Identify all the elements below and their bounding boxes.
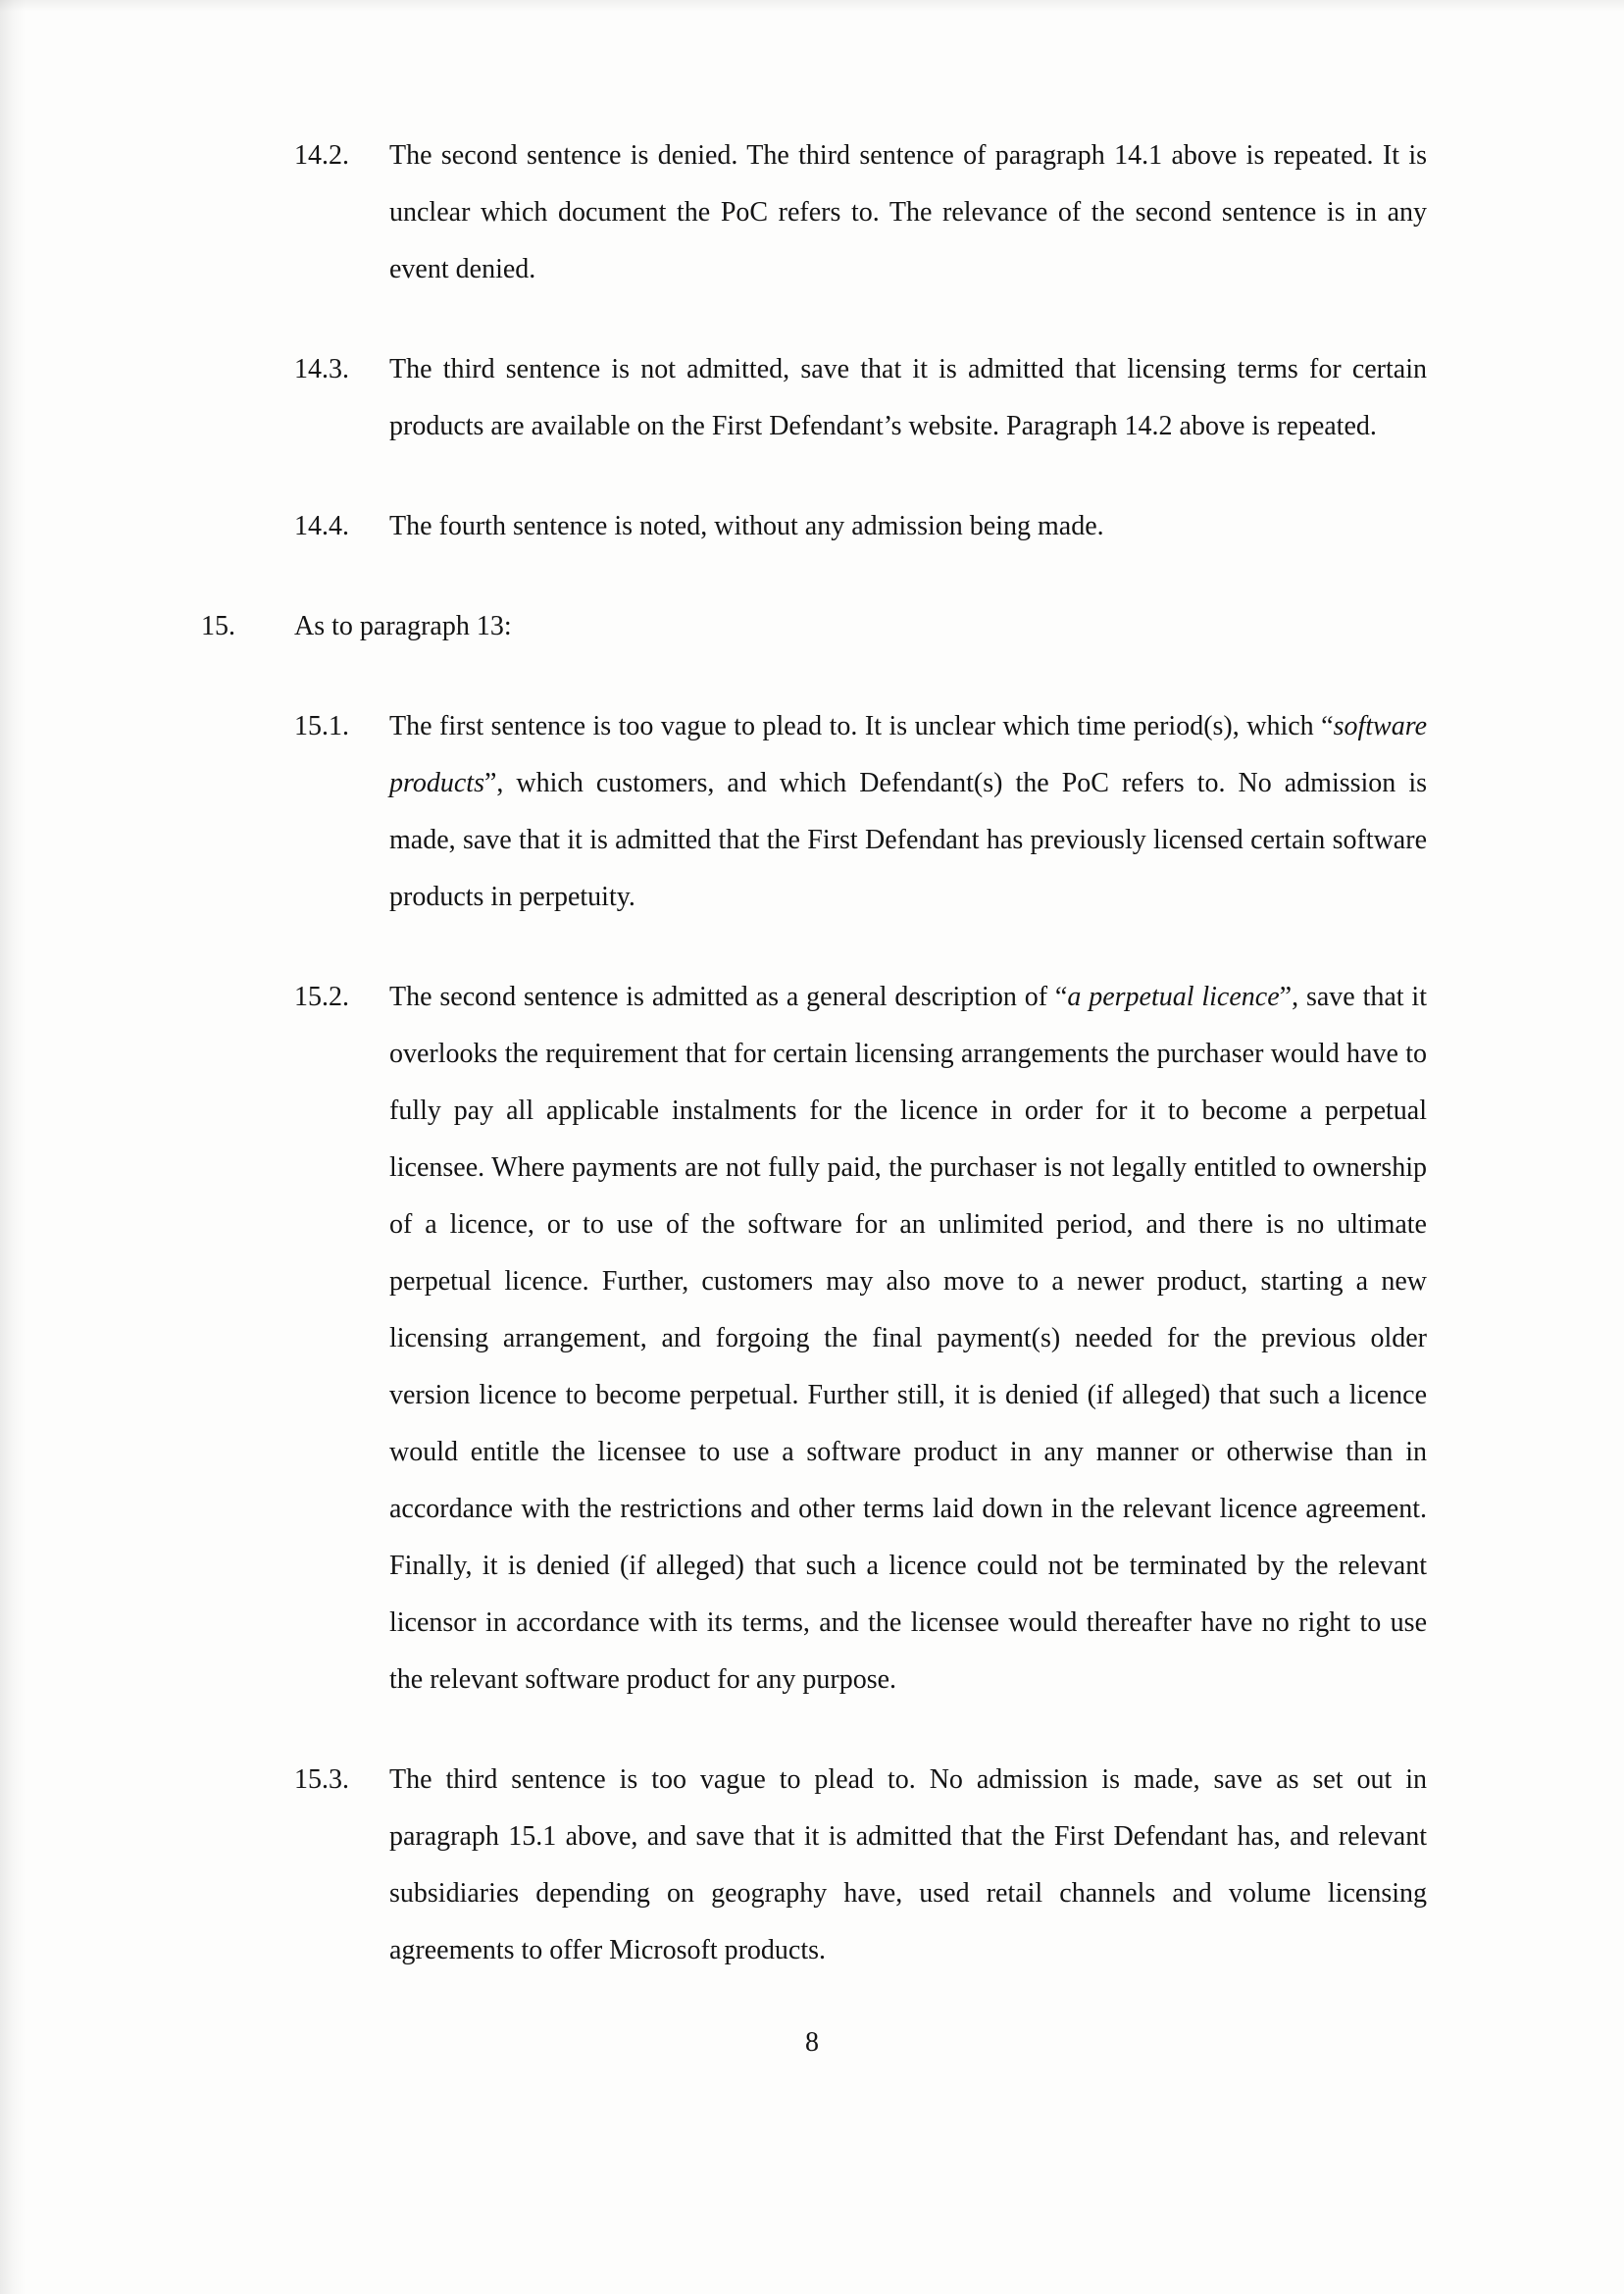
paragraph-15.3: [294, 1752, 1427, 1979]
paragraph-text: [389, 1764, 1427, 1965]
paragraph-text: [294, 611, 512, 641]
paragraph-text: [389, 511, 1104, 541]
paragraph-number: 14.4.: [294, 511, 349, 541]
paragraph-text: [389, 982, 1427, 1695]
page-number: 8: [805, 2027, 819, 2058]
paragraph-text: [389, 354, 1427, 441]
paragraph-number: 15.2.: [294, 982, 349, 1012]
paragraph-text: [389, 140, 1427, 284]
paragraph-number: 14.2.: [294, 140, 349, 171]
paragraph-number: 15.3.: [294, 1764, 349, 1795]
paragraph-14.3: [294, 341, 1427, 455]
paragraph-15: [201, 598, 1427, 655]
italic-text-segment: software products: [389, 711, 1427, 798]
paragraph-14.2: [294, 127, 1427, 298]
text-segment: The first sentence is too vague to plead to. It is unclear which time period(s), which “: [389, 711, 1334, 741]
text-segment: The third sentence is not admitted, save that it is admitted that licensing terms for certain products are available on the First Defendant’s website. Paragraph 14.2 above is repeated.: [389, 354, 1427, 441]
paragraph-15.2: [294, 969, 1427, 1708]
text-segment: As to paragraph 13:: [294, 611, 512, 641]
text-segment: The second sentence is denied. The third sentence of paragraph 14.1 above is repeated. It is unclear which document the PoC refers to. The relevance of the second sentence is in any event denied.: [389, 140, 1427, 284]
text-segment: The second sentence is admitted as a general description of “: [389, 982, 1068, 1012]
text-segment: The third sentence is too vague to plead to. No admission is made, save as set out in paragraph 15.1 above, and save that it is admitted that the First Defendant has, and relevant subsidiaries depending on geography have, used retail channels and volume licensing agreements to offer Microsoft products.: [389, 1764, 1427, 1965]
paragraph-text: [389, 711, 1427, 912]
paragraph-15.1: [294, 698, 1427, 926]
paragraph-number: 14.3.: [294, 354, 349, 384]
text-segment: The fourth sentence is noted, without any admission being made.: [389, 511, 1104, 541]
text-segment: ”, which customers, and which Defendant(s) the PoC refers to. No admission is made, save that it is admitted that the First Defendant has previously licensed certain software products in perpetuity.: [389, 768, 1427, 912]
italic-text-segment: a perpetual licence: [1067, 982, 1280, 1012]
paragraph-number: 15.1.: [294, 711, 349, 741]
text-segment: ”, save that it overlooks the requirement that for certain licensing arrangements the purchaser would have to fully pay all applicable instalments for the licence in order for it to become a perpetual licensee. Where payments are not fully paid, the purchaser is not legally entitled to ownership of a licence, or to use of the software for an unlimited period, and there is no ultimate perpetual licence. Further, customers may also move to a newer product, starting a new licensing arrangement, and forgoing the final payment(s) needed for the previous older version licence to become perpetual. Further still, it is denied (if alleged) that such a licence would entitle the licensee to use a software product in any manner or otherwise than in accordance with the restrictions and other terms laid down in the relevant licence agreement. Finally, it is denied (if alleged) that such a licence could not be terminated by the relevant licensor in accordance with its terms, and the licensee would thereafter have no right to use the relevant software product for any purpose.: [389, 982, 1427, 1695]
paragraph-number: 15.: [201, 611, 235, 641]
paragraph-14.4: [294, 498, 1427, 555]
